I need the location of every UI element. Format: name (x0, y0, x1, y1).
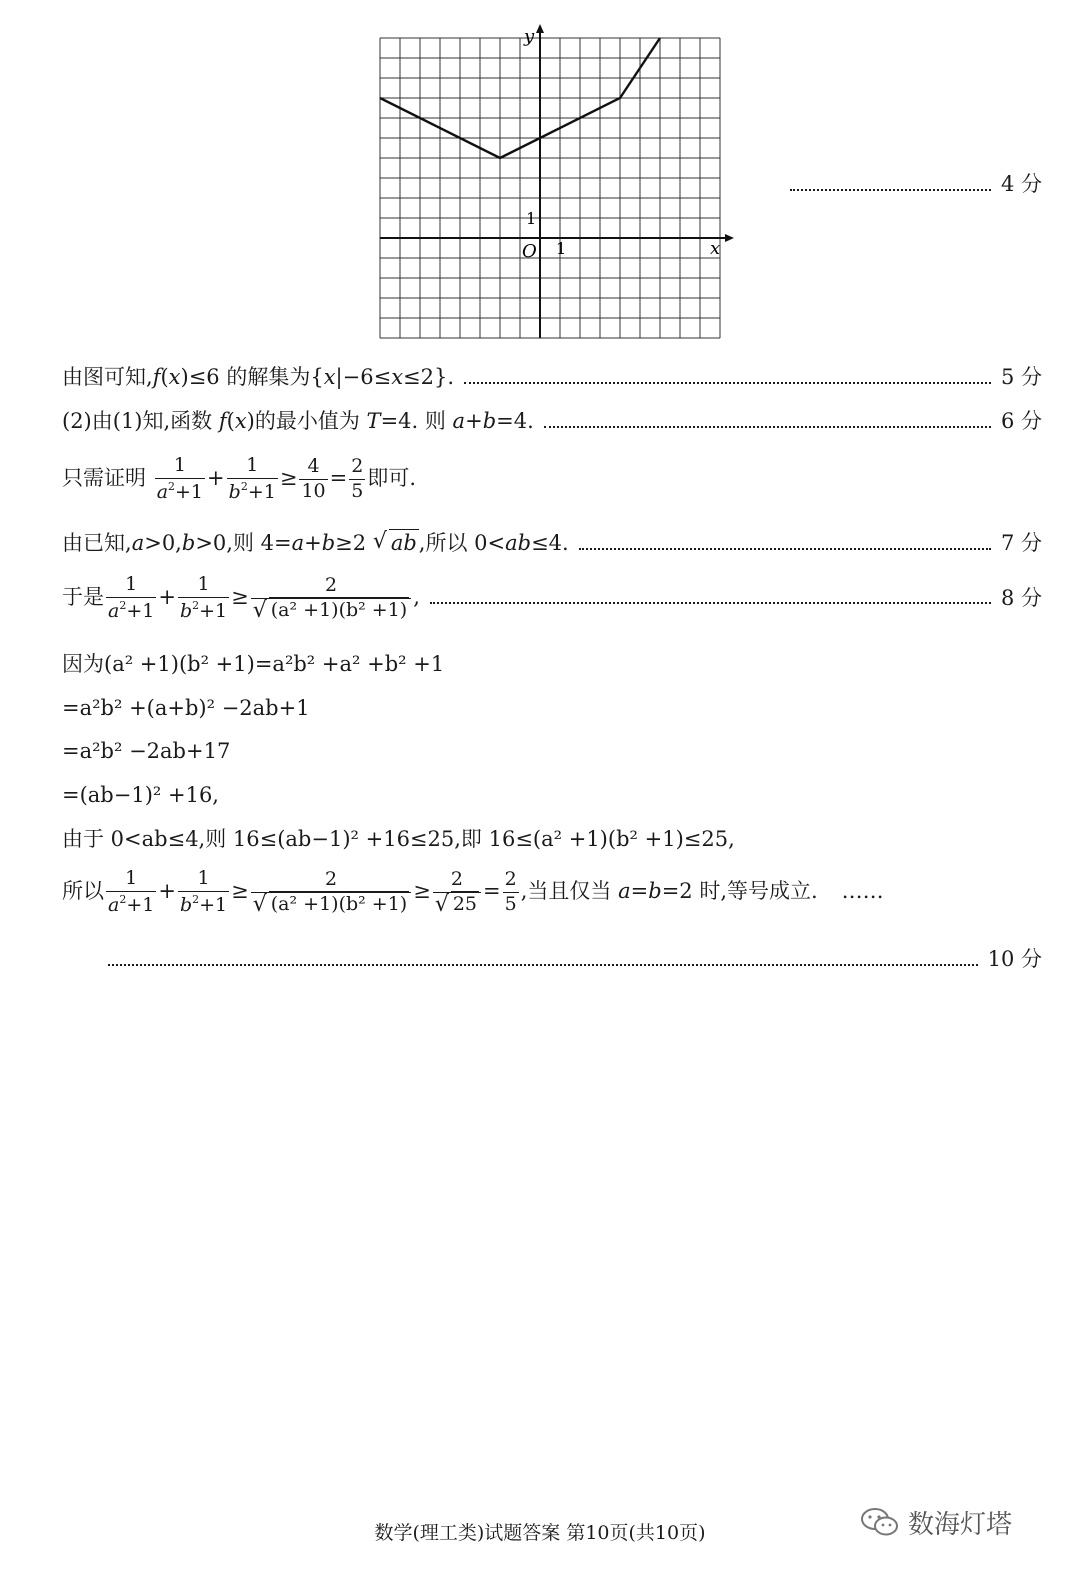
line4-ab: ab (390, 531, 417, 555)
line2-text-e: =4. (496, 409, 534, 433)
line1-text: 由图可知, (62, 365, 153, 389)
score-10: 10 分 (987, 947, 1042, 971)
score-8: 8 分 (1000, 585, 1042, 610)
y-tick-label: 1 (526, 209, 537, 228)
geq: ≥ (279, 465, 298, 490)
frac-den (178, 891, 229, 916)
fraction-1-over-a2 (155, 456, 205, 503)
sqrt-radicand: (a² +1)(b² +1) (270, 598, 408, 621)
line4-b2: b (321, 531, 336, 555)
fraction-2-over-5 (349, 457, 365, 502)
geq: ≥ (231, 878, 249, 903)
frac-num: 1 (197, 573, 210, 595)
plus-one: +1 (199, 893, 228, 916)
line11-b: b (648, 878, 662, 903)
line2-a: a (452, 409, 466, 433)
exp: 2 (168, 479, 176, 493)
line11-trail: …… (841, 878, 884, 903)
solution-line-10 (62, 829, 1042, 850)
solution-line-4 (62, 533, 1042, 554)
frac-num: 2 (351, 455, 364, 477)
y-axis-arrow (536, 24, 544, 33)
fraction-1-over-a2 (106, 575, 156, 622)
geq: ≥ (231, 584, 249, 609)
line10-text: 由于 0<ab≤4,则 16≤(ab−1)² +16≤25,即 16≤(a² +1)(b² +1)≤25, (62, 827, 735, 851)
eq: = (329, 465, 348, 490)
line2-f: f (218, 409, 227, 433)
frac-num: 4 (307, 455, 320, 477)
frac-den (251, 892, 411, 915)
var-b: b (228, 480, 241, 503)
solution-line-2 (62, 411, 1042, 432)
score-5: 5 分 (1000, 365, 1042, 389)
exp: 2 (240, 479, 248, 493)
frac-num: 2 (324, 868, 338, 890)
line1-x2: x (323, 365, 336, 389)
solution-line-9 (62, 785, 1042, 806)
frac-num: 2 (450, 868, 463, 890)
line1-text-d: |−6≤ (335, 365, 392, 389)
plus-one: +1 (126, 893, 155, 916)
line3-text-b: 即可. (367, 465, 417, 490)
line4-text-b: ,所以 0< (418, 531, 506, 555)
line4-text-c: ≤4. (531, 531, 569, 555)
line2-plus: + (465, 409, 483, 433)
frac-den (155, 478, 205, 503)
line4-b: b (181, 531, 196, 555)
exp: 2 (119, 598, 127, 612)
final-score-row (108, 949, 1042, 970)
origin-label: O (522, 241, 537, 262)
line6-text: 因为(a² +1)(b² +1)=a²b² +a² +b² +1 (62, 652, 445, 676)
line9-text: =(ab−1)² +16, (62, 783, 219, 807)
score-7: 7 分 (1000, 531, 1042, 555)
eq: = (483, 878, 501, 903)
function-graph (370, 22, 740, 352)
line4-a2: a (291, 531, 305, 555)
frac-num: 1 (246, 454, 259, 476)
x-tick-label: 1 (556, 239, 567, 258)
frac-num: 2 (504, 868, 517, 890)
line2-b: b (482, 409, 497, 433)
fraction-1-over-a2 (106, 869, 156, 916)
frac-den (178, 597, 229, 622)
exp: 2 (192, 892, 200, 906)
line4-geq2: ≥2 (335, 531, 373, 555)
plus: + (158, 878, 176, 903)
plus-one: +1 (126, 599, 155, 622)
frac-den (227, 478, 278, 503)
fraction-2-over-5 (503, 870, 519, 915)
fraction-2-over-sqrt (251, 870, 411, 915)
frac-num: 1 (197, 867, 210, 889)
var-b: b (179, 599, 193, 622)
fraction-4-over-10 (299, 457, 327, 502)
line8-text: =a²b² −2ab+17 (62, 739, 231, 763)
line2-T: T (366, 409, 381, 433)
y-axis-label: y (524, 26, 535, 47)
frac-num: 1 (125, 867, 138, 889)
line3-text: 只需证明 (62, 465, 146, 490)
line7-text: =a²b² +(a+b)² −2ab+1 (62, 696, 310, 720)
score-6: 6 分 (1000, 409, 1042, 433)
var-a: a (108, 599, 120, 622)
score-4: 4 分 (1000, 172, 1042, 196)
plus: + (158, 584, 176, 609)
frac-den (251, 598, 411, 621)
sqrt-radicand: 25 (452, 892, 478, 915)
line4-ab2: ab (505, 531, 532, 555)
line1-text-e: ≤2}. (403, 365, 455, 389)
frac-den: 5 (504, 892, 517, 915)
fraction-2-over-sqrt (251, 576, 411, 621)
watermark-logo (860, 1497, 1050, 1547)
graph-score-row (790, 174, 1042, 195)
solution-line-5 (62, 575, 1042, 622)
solution-line-1 (62, 367, 1042, 388)
solution-line-6 (62, 654, 1042, 675)
geq: ≥ (413, 878, 431, 903)
var-a: a (108, 893, 120, 916)
line2-text-c: )的最小值为 (246, 409, 367, 433)
line1-text-c: )≤6 的解集为{ (180, 365, 324, 389)
frac-den: 10 (301, 479, 326, 502)
solution-line-11 (62, 869, 1042, 916)
solution-line-7 (62, 698, 1042, 719)
plus: + (207, 465, 225, 490)
logo-text: 数海灯塔 (908, 1509, 1013, 1540)
line11-text-b: ,当且仅当 (520, 878, 619, 903)
comma: , (413, 584, 420, 609)
sqrt-ab (373, 533, 419, 554)
line11-eq: = (630, 878, 649, 903)
line4-gt0b: >0,则 4= (195, 531, 292, 555)
x-axis-arrow (725, 234, 734, 242)
fraction-1-over-b2 (178, 575, 229, 622)
plus-one: +1 (199, 599, 228, 622)
line11-text: 所以 (62, 878, 104, 903)
line4-text: 由已知, (62, 531, 132, 555)
sqrt-product (253, 598, 409, 621)
fraction-1-over-b2 (227, 456, 278, 503)
graph-grid (380, 38, 720, 338)
fraction-2-over-sqrt25 (433, 870, 481, 915)
frac-den (433, 892, 481, 915)
fraction-1-over-b2 (178, 869, 229, 916)
frac-den: 5 (351, 479, 364, 502)
line2-paren: ( (226, 409, 235, 433)
sqrt-25 (435, 892, 479, 915)
line1-x: x (168, 365, 181, 389)
line2-text-d: =4. 则 (380, 409, 453, 433)
exp: 2 (192, 598, 200, 612)
exp: 2 (119, 892, 127, 906)
line1-x3: x (391, 365, 404, 389)
plus-one: +1 (247, 480, 276, 503)
line4-gt0a: >0, (144, 531, 182, 555)
line4-plus: + (304, 531, 322, 555)
solution-line-3 (62, 456, 1042, 503)
sqrt-radicand: (a² +1)(b² +1) (270, 892, 408, 915)
x-axis-label: x (710, 238, 721, 259)
chat-bubble-icon (860, 1506, 900, 1538)
solution-line-8 (62, 741, 1042, 762)
graph-axes (380, 24, 734, 338)
line5-text: 于是 (62, 584, 104, 609)
var-b: b (179, 893, 193, 916)
frac-num: 2 (324, 574, 338, 596)
line11-text-c: =2 时,等号成立. (661, 878, 818, 903)
frac-num: 1 (125, 573, 138, 595)
line2-x: x (234, 409, 247, 433)
line4-a: a (131, 531, 145, 555)
page-footer: 数学(理工类)试题答案 第10页(共10页) (374, 1522, 706, 1544)
var-a: a (156, 480, 169, 503)
frac-den (106, 891, 156, 916)
line2-text: (2)由(1)知,函数 (62, 409, 219, 433)
plus-one: +1 (175, 480, 204, 503)
sqrt-product (253, 892, 409, 915)
line11-a: a (618, 878, 631, 903)
line1-paren: ( (160, 365, 169, 389)
line1-f: f (152, 365, 161, 389)
frac-den (106, 597, 156, 622)
frac-num: 1 (173, 454, 186, 476)
